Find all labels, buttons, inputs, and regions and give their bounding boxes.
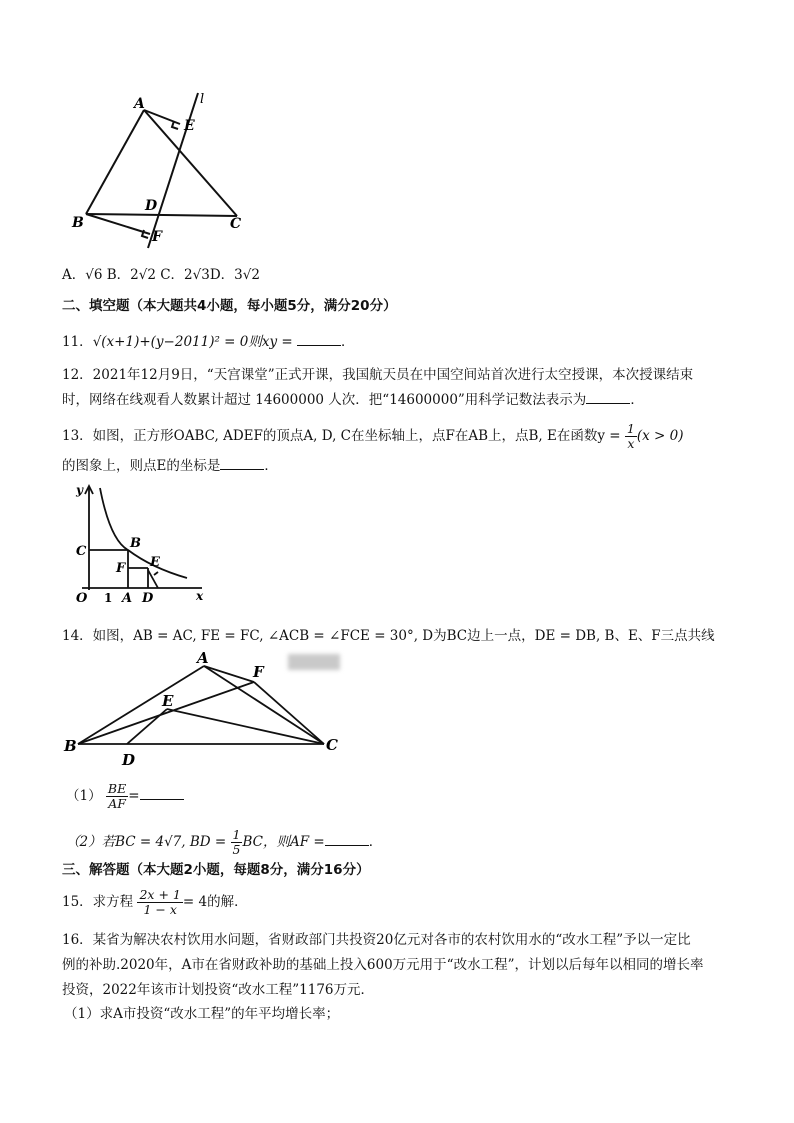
- q12-line1: 12．2021年12月9日，“天宫课堂”正式开课，我国航天员在中国空间站首次进行太空授课，本次授课结束: [62, 367, 694, 383]
- q14-part1-eq: =: [128, 788, 140, 804]
- q14-part1: [66, 782, 184, 811]
- q14-part2-answer-blank[interactable]: [325, 833, 369, 846]
- q15-num: 2x + 1: [139, 887, 181, 902]
- q11: [62, 332, 355, 352]
- q13-function-fraction: [625, 422, 637, 451]
- q10-label-B: B: [72, 215, 84, 231]
- q13-label-1: 1: [104, 591, 113, 605]
- q16-line1: 16．某省为解决农村饮用水问题，省财政部门共投资20亿元对各市的农村饮用水的“改水工程”予以一定比: [62, 932, 691, 948]
- q14-line1: 14．如图，AB = AC, FE = FC, ∠ACB = ∠FCE = 30°, D为BC边上一点，DE = DB, B、E、F三点共线: [62, 628, 715, 644]
- q14-part2: [66, 828, 382, 857]
- q14-part2-num: 1: [232, 827, 241, 842]
- q16-line4: （1）求A市投资“改水工程”的年平均增长率；: [64, 1006, 340, 1022]
- q14-part1-den: AF: [108, 796, 126, 811]
- q14-part2-rest: BC，则AF =: [242, 834, 325, 850]
- q10-geometry-figure: [62, 88, 262, 258]
- q16-line3: 投资，2022年该市计划投资“改水工程”1176万元．: [62, 982, 375, 998]
- q13-label-D: D: [142, 591, 154, 606]
- q14-label-F: F: [253, 663, 264, 681]
- q11-expr: √(x+1)+(y−2011)² = 0则xy =: [92, 334, 293, 350]
- q14-triangle-figure: [62, 652, 352, 772]
- section2-title: 二、填空题（本大题共4小题，每小题5分，满分20分）: [62, 298, 397, 314]
- q14-label-E: E: [162, 692, 174, 710]
- q15-prefix: 15．求方程: [62, 894, 134, 910]
- q14-end: ．: [368, 834, 383, 850]
- section3-title: 三、解答题（本大题2小题，每题8分，满分16分）: [62, 862, 370, 878]
- q14-part2-fraction: [231, 828, 243, 857]
- q13-label-B: B: [130, 536, 141, 551]
- q15: [62, 888, 248, 917]
- q13-label-F: F: [116, 561, 126, 576]
- q13-line2-text: 的图象上，则点E的坐标是: [62, 458, 221, 474]
- q15-suffix: = 4的解．: [182, 894, 248, 910]
- q13-answer-blank[interactable]: [220, 457, 264, 470]
- q12-answer-blank[interactable]: [586, 391, 630, 404]
- q14-label-A: A: [197, 652, 209, 667]
- q13-text: 13．如图，正方形OABC, ADEF的顶点A, D, C在坐标轴上，点F在AB上，点B, E在函数y =: [62, 428, 621, 444]
- q10-label-C: C: [230, 216, 242, 232]
- q10-label-F: F: [152, 229, 162, 245]
- q10-options: A．√6 B．2√2 C．2√3D．3√2: [62, 267, 260, 283]
- q15-den: 1 − x: [143, 902, 177, 917]
- q13-label-x: x: [196, 589, 204, 603]
- q14-part1-num: BE: [107, 781, 127, 796]
- q10-label-D: D: [145, 198, 158, 214]
- q10-label-E: E: [184, 118, 195, 134]
- q14-label-C: C: [326, 736, 338, 754]
- q13-label-O: O: [76, 591, 88, 606]
- q10-label-A: A: [134, 96, 145, 112]
- q13-end: ．: [264, 458, 278, 474]
- q13-label-C: C: [76, 544, 87, 559]
- q13-func-num: 1: [626, 421, 635, 436]
- q13-coordinate-figure: [62, 480, 222, 615]
- q11-answer-blank[interactable]: [297, 333, 341, 346]
- q14-part1-fraction: [106, 782, 128, 811]
- q13-func-den: x: [627, 436, 635, 451]
- q13-label-A: A: [122, 591, 133, 606]
- q14-label-B: B: [64, 737, 77, 755]
- q10-label-l: l: [200, 92, 205, 107]
- q11-number: 11．: [62, 334, 93, 350]
- q13-label-y: y: [76, 483, 83, 497]
- q11-end: ．: [341, 334, 355, 350]
- q14-label-D: D: [122, 751, 136, 769]
- q12-line2: [62, 390, 644, 410]
- q14-part2-den: 5: [232, 842, 241, 857]
- q15-fraction: [137, 888, 182, 917]
- q13-line2: [62, 456, 278, 476]
- q12-end: ．: [630, 392, 644, 408]
- q16-line2: 例的补助.2020年，A市在省财政补助的基础上投入600万元用于“改水工程”，计划以后每年以相同的增长率: [62, 957, 704, 973]
- q13-label-E: E: [150, 555, 160, 570]
- q13-func-cond: (x > 0): [636, 428, 684, 444]
- q13-line1: [62, 422, 684, 451]
- q14-part1-prefix: （1）: [66, 788, 102, 804]
- q12-line2-text: 时，网络在线观看人数累计超过 14600000 人次．把“14600000”用科学记数法表示为: [62, 392, 587, 408]
- q14-part2-text: （2）若BC = 4√7, BD =: [66, 834, 231, 850]
- q14-part1-answer-blank[interactable]: [140, 787, 184, 800]
